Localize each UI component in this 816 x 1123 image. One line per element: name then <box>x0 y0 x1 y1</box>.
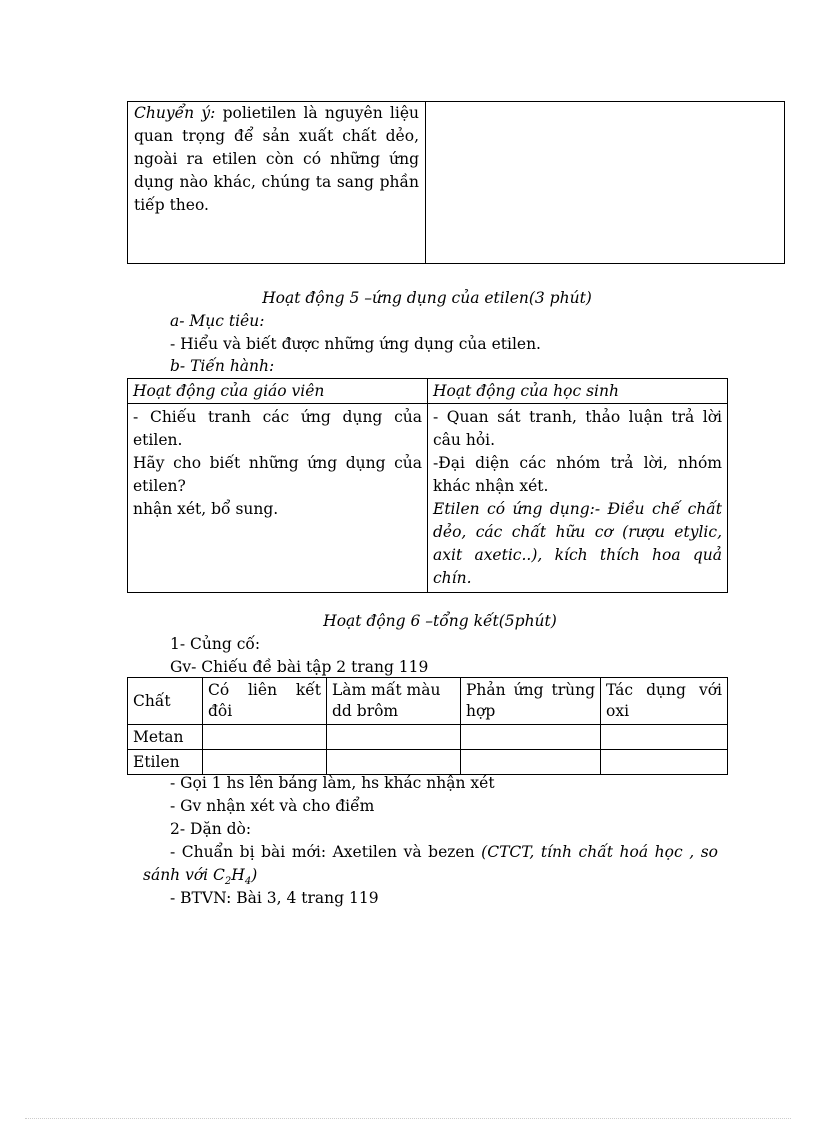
col-header: Làm mất màu dd brôm <box>327 678 461 725</box>
teacher-cell <box>128 404 428 593</box>
row-label: Etilen <box>128 750 203 775</box>
table-cell <box>601 725 728 750</box>
col-header: Có liên kết đôi <box>203 678 327 725</box>
table-cell <box>203 725 327 750</box>
teacher-line: nhận xét, bổ sung. <box>133 500 279 518</box>
formula-subscript: 4 <box>244 876 252 888</box>
col-header: Chất <box>128 678 203 725</box>
prepare-paragraph <box>143 841 718 893</box>
student-cell <box>428 404 728 593</box>
homework-label: 2- Dặn dò: <box>170 820 252 838</box>
table-cell <box>203 750 327 775</box>
table-cell <box>461 750 601 775</box>
formula-close: ) <box>251 866 258 884</box>
after-line: - Gọi 1 hs lên bảng làm, hs khác nhận xét <box>170 774 495 792</box>
student-application: Etilen có ứng dụng:- Điều chế chất dẻo, các chất hữu cơ (rượu etylic, axit axetic..), kích thích hoa quả chín. <box>433 500 722 587</box>
transition-text: polietilen là nguyên liệu quan trọng để sản xuất chất dẻo, ngoài ra etilen còn có những ứng dụng nào khác, chúng ta sang phần tiếp theo. <box>134 104 419 214</box>
objective-text: - Hiểu và biết được những ứng dụng của etilen. <box>170 335 541 353</box>
teacher-line: Hãy cho biết những ứng dụng của etilen? <box>133 454 422 495</box>
student-line: - Quan sát tranh, thảo luận trả lời câu hỏi. <box>433 408 722 449</box>
header-teacher: Hoạt động của giáo viên <box>128 379 428 404</box>
col-header: Tác dụng với oxi <box>601 678 728 725</box>
intro-right-cell <box>426 102 785 264</box>
table-cell <box>601 750 728 775</box>
intro-left-cell <box>128 102 426 264</box>
process-label: b- Tiến hành: <box>170 357 275 375</box>
formula-h: H <box>231 866 245 884</box>
activity5-table <box>127 378 728 593</box>
objective-label: a- Mục tiêu: <box>170 312 265 330</box>
table-cell <box>461 725 601 750</box>
transition-label: Chuyển ý: <box>134 104 216 122</box>
table-cell <box>327 750 461 775</box>
teacher-line: - Chiếu tranh các ứng dụng của etilen. <box>133 408 422 449</box>
btvn-line: - BTVN: Bài 3, 4 trang 119 <box>170 889 379 907</box>
col-header: Phản ứng trùng hợp <box>461 678 601 725</box>
activity5-heading: Hoạt động 5 –ứng dụng của etilen(3 phút) <box>262 289 592 307</box>
prepare-note: (CTCT, tính chất hoá học , so sánh với C <box>143 843 718 884</box>
intro-table <box>127 101 785 264</box>
after-line: - Gv nhận xét và cho điểm <box>170 797 375 815</box>
exercise-line: Gv- Chiếu đề bài tập 2 trang 119 <box>170 658 429 676</box>
prepare-text: - Chuẩn bị bài mới: Axetilen và bezen <box>170 843 482 861</box>
consolidate-label: 1- Củng cố: <box>170 635 261 653</box>
activity6-heading: Hoạt động 6 –tổng kết(5phút) <box>323 612 557 630</box>
page-bottom-rule <box>25 1118 791 1119</box>
header-student: Hoạt động của học sinh <box>428 379 728 404</box>
row-label: Metan <box>128 725 203 750</box>
student-line: -Đại diện các nhóm trả lời, nhóm khác nhận xét. <box>433 454 722 495</box>
exercise-table <box>127 677 728 775</box>
table-cell <box>327 725 461 750</box>
formula-subscript: 2 <box>224 876 232 888</box>
